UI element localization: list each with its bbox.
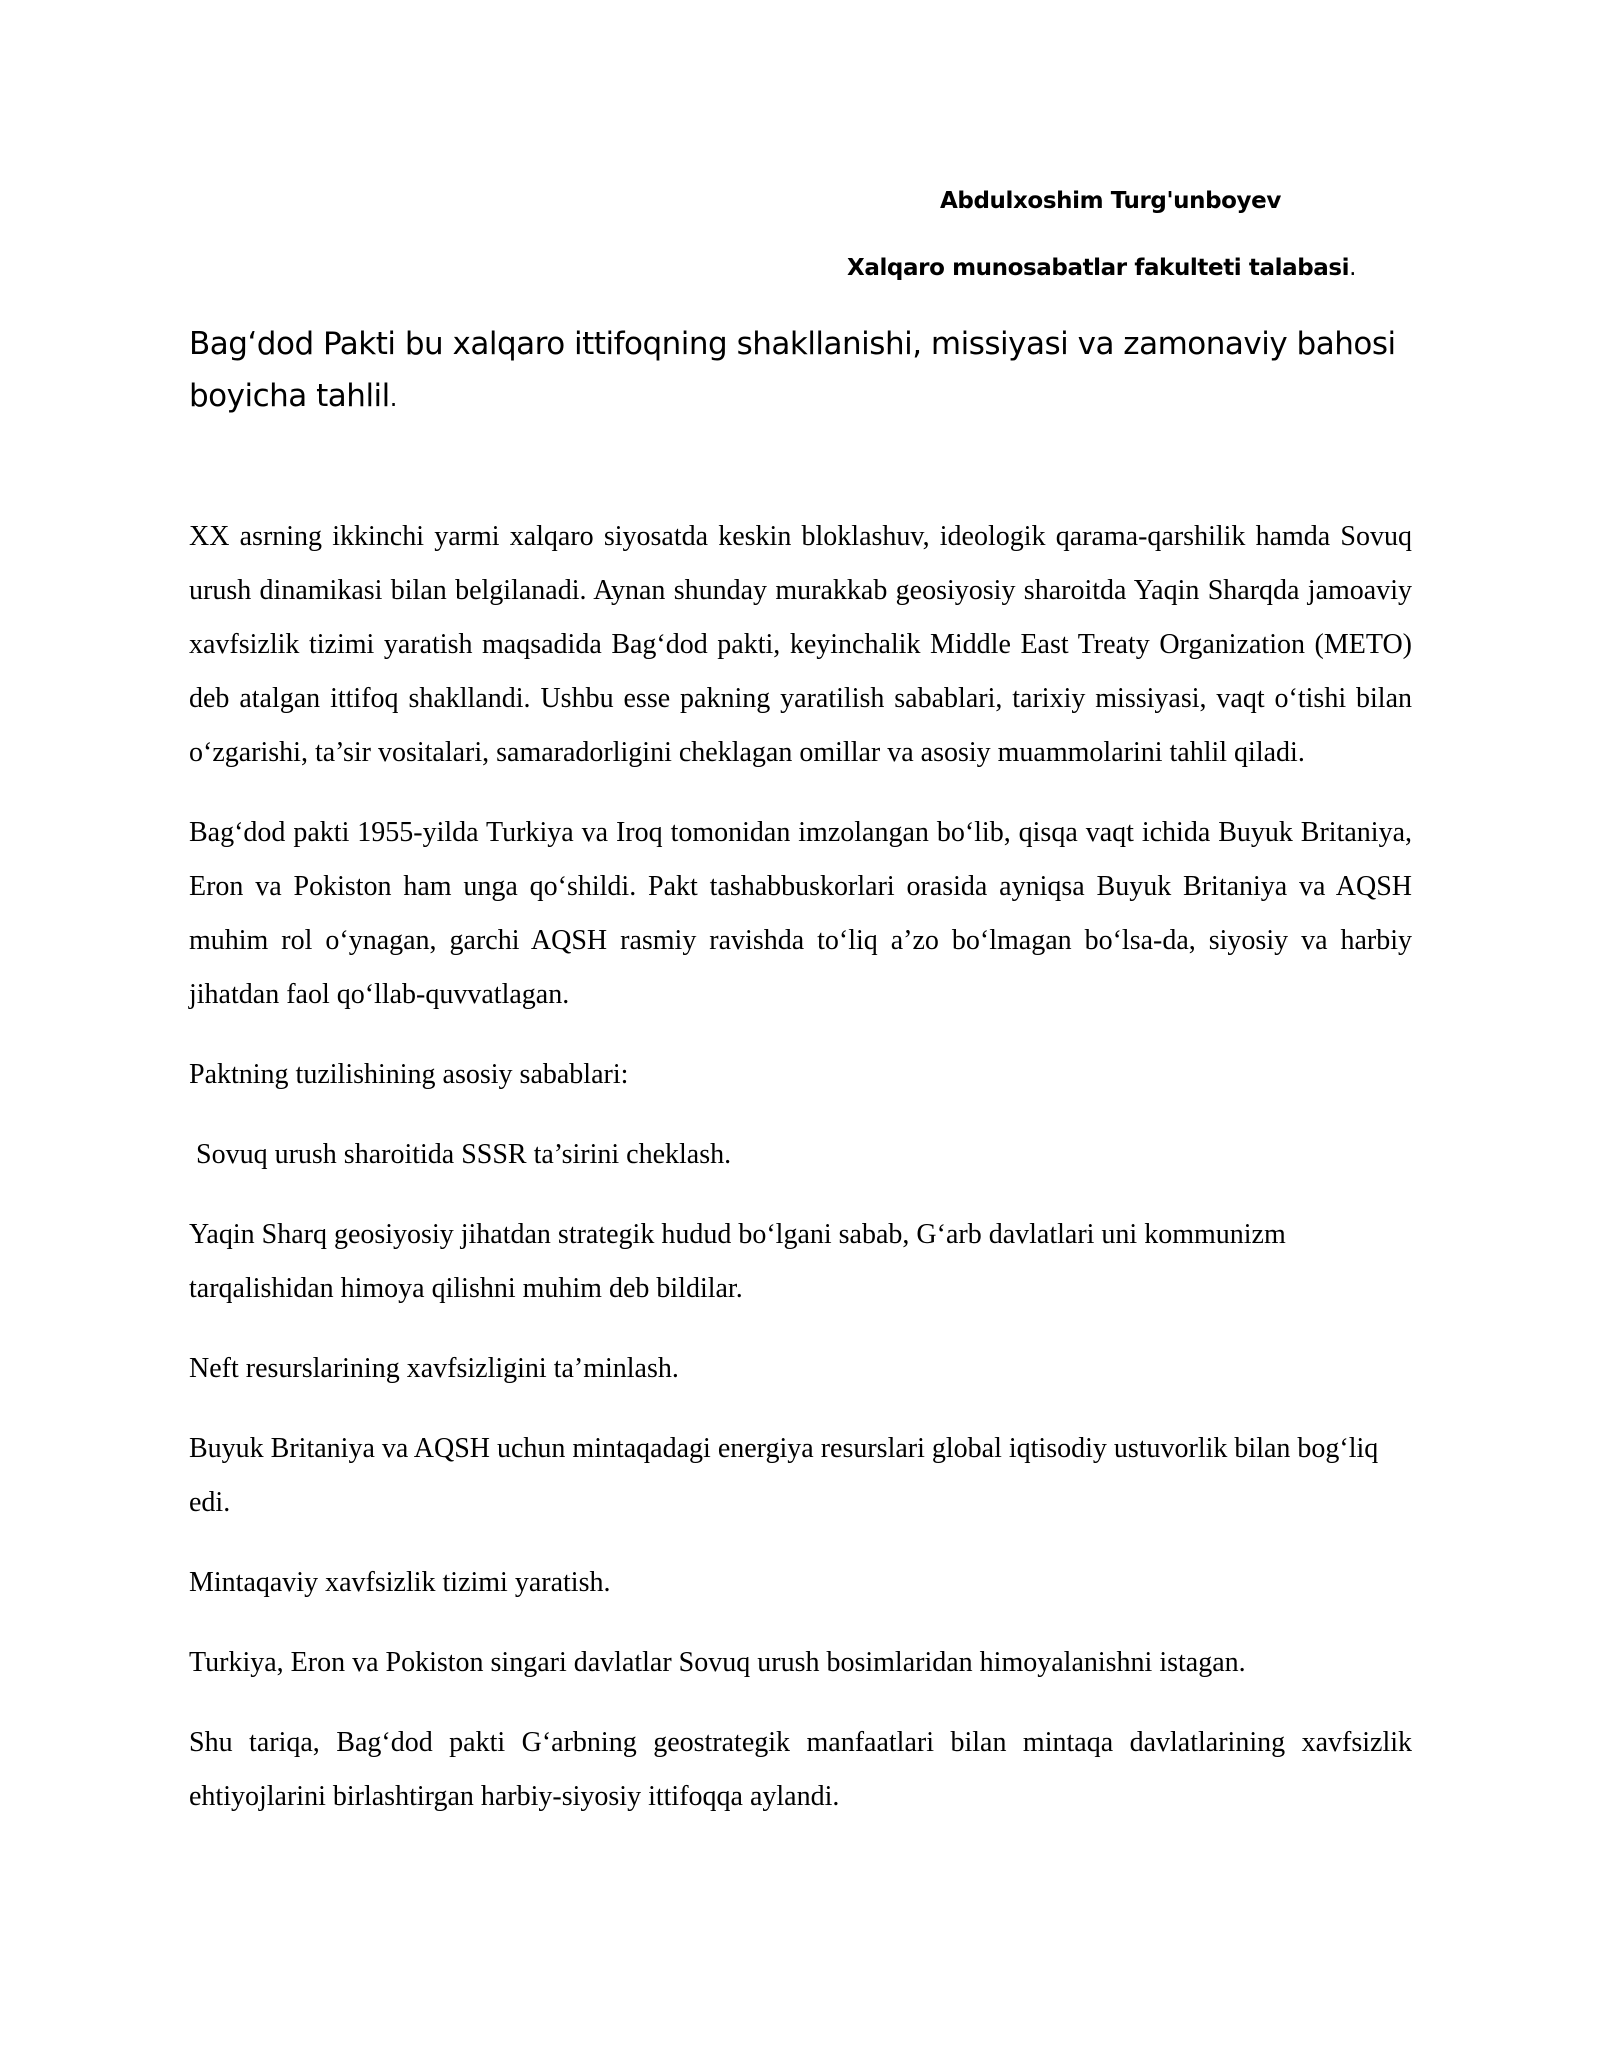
document-title — [189, 318, 1419, 424]
paragraph-reason-1: Sovuq urush sharoitida SSSR ta’sirini cheklash. — [189, 1139, 732, 1170]
paragraph-conclusion: Shu tariqa, Bag‘dod pakti G‘arbning geostrategik manfaatlari bilan mintaqa davlatlarining xavfsizlik ehtiyojlarini birlashtirgan harbiy-siyosiy ittifoqqa aylandi. — [189, 1727, 1412, 1812]
title-text: Bag‘dod Pakti bu xalqaro ittifoqning shakllanishi, missiyasi va zamonaviy bahosi boyicha tahlil — [189, 326, 1396, 414]
title-period: . — [389, 384, 397, 412]
paragraph-founding: Bag‘dod pakti 1955-yilda Turkiya va Iroq tomonidan imzolangan bo‘lib, qisqa vaqt ichida Buyuk Britaniya, Eron va Pokiston ham unga qo‘shildi. Pakt tashabbuskorlari orasida ayniqsa Buyuk Britaniya va AQSH muhim rol o‘ynagan, garchi AQSH rasmiy ravishda to‘liq a’zo bo‘lmagan bo‘lsa-da, siyosiy va harbiy jihatdan faol qo‘llab-quvvatlagan. — [189, 817, 1412, 1010]
author-name: Abdulxoshim Turg'unboyev — [940, 188, 1281, 214]
affiliation-period: . — [1349, 255, 1357, 281]
paragraph-reason-1-detail: Yaqin Sharq geosiyosiy jihatdan strategik hudud bo‘lgani sabab, G‘arb davlatlari uni kommunizm tarqalishidan himoya qilishni muhim deb bildilar. — [189, 1219, 1286, 1304]
author-affiliation — [847, 255, 1356, 281]
paragraph-reason-2-detail: Buyuk Britaniya va AQSH uchun mintaqadagi energiya resurslari global iqtisodiy ustuvorlik bilan bog‘liq edi. — [189, 1433, 1379, 1518]
paragraph-intro: XX asrning ikkinchi yarmi xalqaro siyosatda keskin bloklashuv, ideologik qarama-qarshilik hamda Sovuq urush dinamikasi bilan belgilanadi. Aynan shunday murakkab geosiyosiy sharoitda Yaqin Sharqda jamoaviy xavfsizlik tizimi yaratish maqsadida Bag‘dod pakti, keyinchalik Middle East Treaty Organization (METO) deb atalgan ittifoq shakllandi. Ushbu esse pakning yaratilish sabablari, tarixiy missiyasi, vaqt o‘tishi bilan o‘zgarishi, ta’sir vositalari, samaradorligini cheklagan omillar va asosiy muammolarini tahlil qiladi. — [189, 521, 1412, 768]
paragraph-reason-2: Neft resurslarining xavfsizligini ta’minlash. — [189, 1353, 679, 1384]
affiliation-text: Xalqaro munosabatlar fakulteti talabasi — [847, 255, 1350, 281]
paragraph-reason-3-detail: Turkiya, Eron va Pokiston singari davlatlar Sovuq urush bosimlaridan himoyalanishni istagan. — [189, 1647, 1246, 1678]
paragraph-reason-3: Mintaqaviy xavfsizlik tizimi yaratish. — [189, 1567, 611, 1598]
paragraph-reasons-heading: Paktning tuzilishining asosiy sabablari: — [189, 1059, 629, 1090]
document-body — [189, 510, 1412, 1850]
